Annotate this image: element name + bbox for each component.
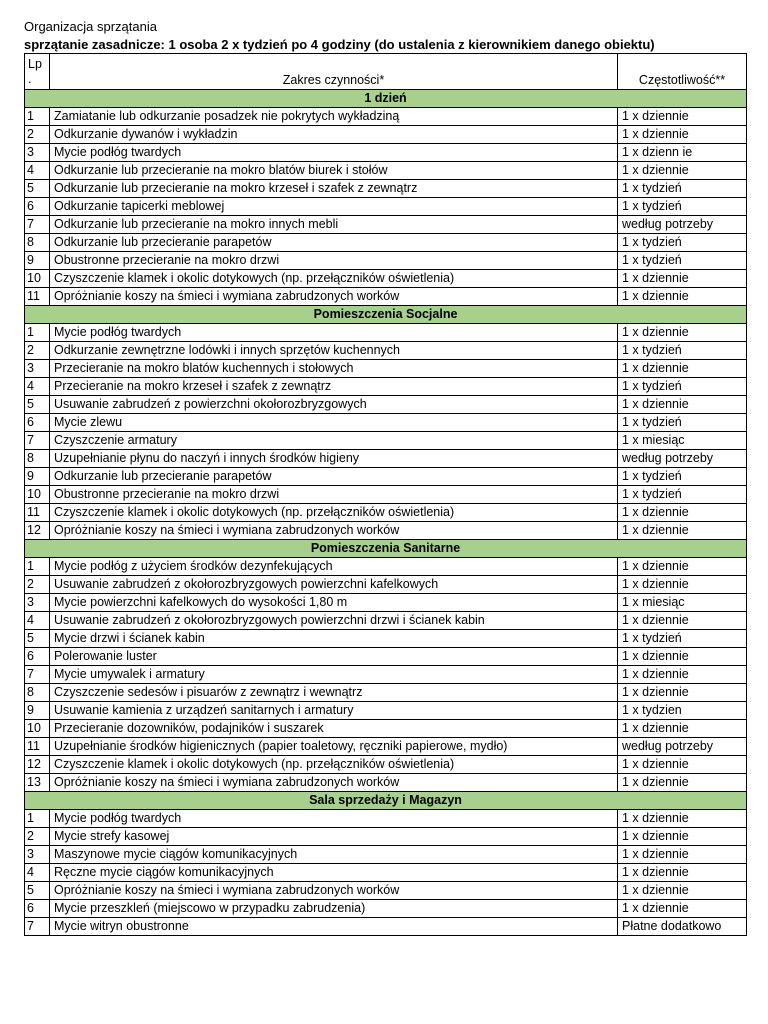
row-task: Odkurzanie lub przecieranie na mokro krzeseł i szafek z zewnątrz [50,180,618,198]
row-task: Mycie powierzchni kafelkowych do wysokości 1,80 m [50,594,618,612]
row-frequency: 1 x dziennie [618,324,747,342]
row-task: Czyszczenie klamek i okolic dotykowych (np. przełączników oświetlenia) [50,756,618,774]
row-frequency: 1 x dziennie [618,810,747,828]
row-number: 6 [25,198,50,216]
row-number: 12 [25,756,50,774]
row-number: 8 [25,684,50,702]
row-task: Przecieranie na mokro krzeseł i szafek z zewnątrz [50,378,618,396]
row-task: Polerowanie luster [50,648,618,666]
row-frequency: według potrzeby [618,216,747,234]
row-number: 3 [25,846,50,864]
table-row [25,630,747,648]
row-frequency: 1 x tydzień [618,180,747,198]
row-frequency: 1 x dziennie [618,648,747,666]
row-number: 3 [25,144,50,162]
table-row [25,342,747,360]
row-task: Mycie podłóg twardych [50,810,618,828]
row-frequency: 1 x dziennie [618,558,747,576]
table-row [25,666,747,684]
row-task: Mycie podłóg twardych [50,324,618,342]
row-frequency: 1 x tydzień [618,468,747,486]
row-number: 6 [25,900,50,918]
row-number: 8 [25,234,50,252]
row-frequency: 1 x dziennie [618,396,747,414]
row-number: 9 [25,468,50,486]
row-frequency: 1 x dziennie [618,522,747,540]
row-number: 7 [25,432,50,450]
row-number: 5 [25,180,50,198]
row-frequency: 1 x dziennie [618,270,747,288]
row-frequency: 1 x dziennie [618,756,747,774]
row-number: 2 [25,576,50,594]
section-title: Pomieszczenia Socjalne [25,306,747,324]
row-frequency: 1 x miesiąc [618,432,747,450]
row-number: 10 [25,270,50,288]
table-row [25,810,747,828]
row-task: Odkurzanie lub przecieranie na mokro blatów biurek i stołów [50,162,618,180]
section-header-row [25,792,747,810]
header-zakres: Zakres czynności* [50,54,618,90]
table-row [25,774,747,792]
row-frequency: 1 x tydzień [618,198,747,216]
table-row [25,558,747,576]
row-number: 5 [25,882,50,900]
row-number: 2 [25,342,50,360]
row-task: Opróżnianie koszy na śmieci i wymiana zabrudzonych worków [50,522,618,540]
row-task: Uzupełnianie środków higienicznych (papier toaletowy, ręczniki papierowe, mydło) [50,738,618,756]
row-task: Odkurzanie tapicerki meblowej [50,198,618,216]
row-frequency: 1 x tydzień [618,252,747,270]
table-row [25,684,747,702]
row-frequency: 1 x dziennie [618,126,747,144]
table-row [25,882,747,900]
table-row [25,720,747,738]
table-row [25,504,747,522]
row-number: 5 [25,396,50,414]
row-frequency: 1 x miesiąc [618,594,747,612]
row-frequency: 1 x tydzień [618,414,747,432]
row-number: 11 [25,738,50,756]
table-row [25,126,747,144]
section-header-row [25,90,747,108]
row-task: Czyszczenie armatury [50,432,618,450]
row-task: Przecieranie na mokro blatów kuchennych i stołowych [50,360,618,378]
row-frequency: 1 x tydzień [618,630,747,648]
table-row [25,846,747,864]
row-number: 7 [25,666,50,684]
row-frequency: 1 x dziennie [618,828,747,846]
row-task: Mycie podłóg twardych [50,144,618,162]
row-frequency: 1 x tydzień [618,342,747,360]
row-number: 11 [25,288,50,306]
row-task: Opróżnianie koszy na śmieci i wymiana zabrudzonych worków [50,882,618,900]
row-frequency: 1 x dziennie [618,900,747,918]
table-row [25,414,747,432]
table-row [25,252,747,270]
row-frequency: 1 x tydzień [618,378,747,396]
table-row [25,612,747,630]
document-title: Organizacja sprzątania [24,19,157,34]
row-task: Zamiatanie lub odkurzanie posadzek nie pokrytych wykładziną [50,108,618,126]
section-header-row [25,540,747,558]
row-frequency: 1 x dziennie [618,684,747,702]
table-row [25,288,747,306]
row-number: 4 [25,162,50,180]
row-task: Odkurzanie zewnętrzne lodówki i innych sprzętów kuchennych [50,342,618,360]
table-row [25,864,747,882]
row-frequency: 1 x tydzien [618,702,747,720]
row-frequency: 1 x dziennie [618,576,747,594]
table-row [25,918,747,936]
header-lp: Lp . [25,54,50,90]
table-row [25,324,747,342]
row-number: 5 [25,630,50,648]
table-row [25,450,747,468]
row-frequency: 1 x tydzień [618,486,747,504]
row-frequency: 1 x dziennie [618,612,747,630]
row-number: 1 [25,558,50,576]
table-row [25,828,747,846]
header-czestotliwosc: Częstotliwość** [618,54,747,90]
row-frequency: 1 x dziennie [618,108,747,126]
row-frequency: 1 x dziennie [618,288,747,306]
section-title: 1 dzień [25,90,747,108]
row-number: 6 [25,648,50,666]
table-row [25,702,747,720]
row-task: Opróżnianie koszy na śmieci i wymiana zabrudzonych worków [50,288,618,306]
row-number: 8 [25,450,50,468]
row-task: Odkurzanie dywanów i wykładzin [50,126,618,144]
table-row [25,900,747,918]
row-frequency: 1 x dzienn ie [618,144,747,162]
row-task: Maszynowe mycie ciągów komunikacyjnych [50,846,618,864]
row-task: Odkurzanie lub przecieranie na mokro innych mebli [50,216,618,234]
row-number: 2 [25,828,50,846]
table-row [25,144,747,162]
table-row [25,396,747,414]
row-frequency: 1 x tydzień [618,234,747,252]
table-row [25,468,747,486]
row-task: Odkurzanie lub przecieranie parapetów [50,234,618,252]
row-task: Mycie umywalek i armatury [50,666,618,684]
section-title: Pomieszczenia Sanitarne [25,540,747,558]
row-number: 4 [25,612,50,630]
row-task: Ręczne mycie ciągów komunikacyjnych [50,864,618,882]
row-number: 7 [25,216,50,234]
row-number: 9 [25,702,50,720]
table-row [25,756,747,774]
row-number: 7 [25,918,50,936]
row-task: Obustronne przecieranie na mokro drzwi [50,252,618,270]
row-task: Uzupełnianie płynu do naczyń i innych środków higieny [50,450,618,468]
row-number: 2 [25,126,50,144]
table-row [25,738,747,756]
row-task: Mycie podłóg z użyciem środków dezynfekujących [50,558,618,576]
row-task: Usuwanie zabrudzeń z okołorozbryzgowych powierzchni drzwi i ścianek kabin [50,612,618,630]
row-number: 12 [25,522,50,540]
row-number: 4 [25,378,50,396]
table-row [25,270,747,288]
table-row [25,648,747,666]
row-number: 1 [25,324,50,342]
document-page [24,18,744,936]
table-row [25,180,747,198]
row-task: Odkurzanie lub przecieranie parapetów [50,468,618,486]
row-task: Czyszczenie sedesów i pisuarów z zewnątrz i wewnątrz [50,684,618,702]
row-task: Przecieranie dozowników, podajników i suszarek [50,720,618,738]
row-frequency: 1 x dziennie [618,504,747,522]
row-number: 1 [25,108,50,126]
row-number: 3 [25,360,50,378]
table-header-row [25,54,747,90]
row-frequency: 1 x dziennie [618,864,747,882]
row-task: Mycie zlewu [50,414,618,432]
row-frequency: 1 x dziennie [618,666,747,684]
row-number: 4 [25,864,50,882]
row-number: 11 [25,504,50,522]
row-number: 10 [25,486,50,504]
table-row [25,216,747,234]
row-task: Obustronne przecieranie na mokro drzwi [50,486,618,504]
row-frequency: 1 x dziennie [618,162,747,180]
table-row [25,594,747,612]
row-task: Czyszczenie klamek i okolic dotykowych (np. przełączników oświetlenia) [50,270,618,288]
table-row [25,432,747,450]
table-row [25,108,747,126]
row-frequency: 1 x dziennie [618,720,747,738]
row-task: Mycie strefy kasowej [50,828,618,846]
row-frequency: 1 x dziennie [618,360,747,378]
row-task: Czyszczenie klamek i okolic dotykowych (np. przełączników oświetlenia) [50,504,618,522]
row-frequency: według potrzeby [618,450,747,468]
row-frequency: 1 x dziennie [618,846,747,864]
row-frequency: według potrzeby [618,738,747,756]
table-row [25,234,747,252]
row-number: 3 [25,594,50,612]
row-number: 9 [25,252,50,270]
row-task: Usuwanie kamienia z urządzeń sanitarnych i armatury [50,702,618,720]
row-task: Usuwanie zabrudzeń z powierzchni okołorozbryzgowych [50,396,618,414]
row-frequency: 1 x dziennie [618,774,747,792]
document-subtitle: sprzątanie zasadnicze: 1 osoba 2 x tydzień po 4 godziny (do ustalenia z kierownikiem danego obiektu) [24,37,655,52]
table-row [25,576,747,594]
row-number: 10 [25,720,50,738]
row-frequency: Płatne dodatkowo [618,918,747,936]
row-task: Usuwanie zabrudzeń z okołorozbryzgowych powierzchni kafelkowych [50,576,618,594]
table-row [25,486,747,504]
section-header-row [25,306,747,324]
cleaning-schedule-table [24,53,747,936]
table-row [25,162,747,180]
row-task: Mycie drzwi i ścianek kabin [50,630,618,648]
table-row [25,522,747,540]
row-task: Mycie witryn obustronne [50,918,618,936]
row-number: 6 [25,414,50,432]
table-row [25,198,747,216]
table-row [25,360,747,378]
table-row [25,378,747,396]
section-title: Sala sprzedaży i Magazyn [25,792,747,810]
row-number: 1 [25,810,50,828]
row-task: Opróżnianie koszy na śmieci i wymiana zabrudzonych worków [50,774,618,792]
row-task: Mycie przeszkleń (miejscowo w przypadku zabrudzenia) [50,900,618,918]
row-number: 13 [25,774,50,792]
row-frequency: 1 x dziennie [618,882,747,900]
